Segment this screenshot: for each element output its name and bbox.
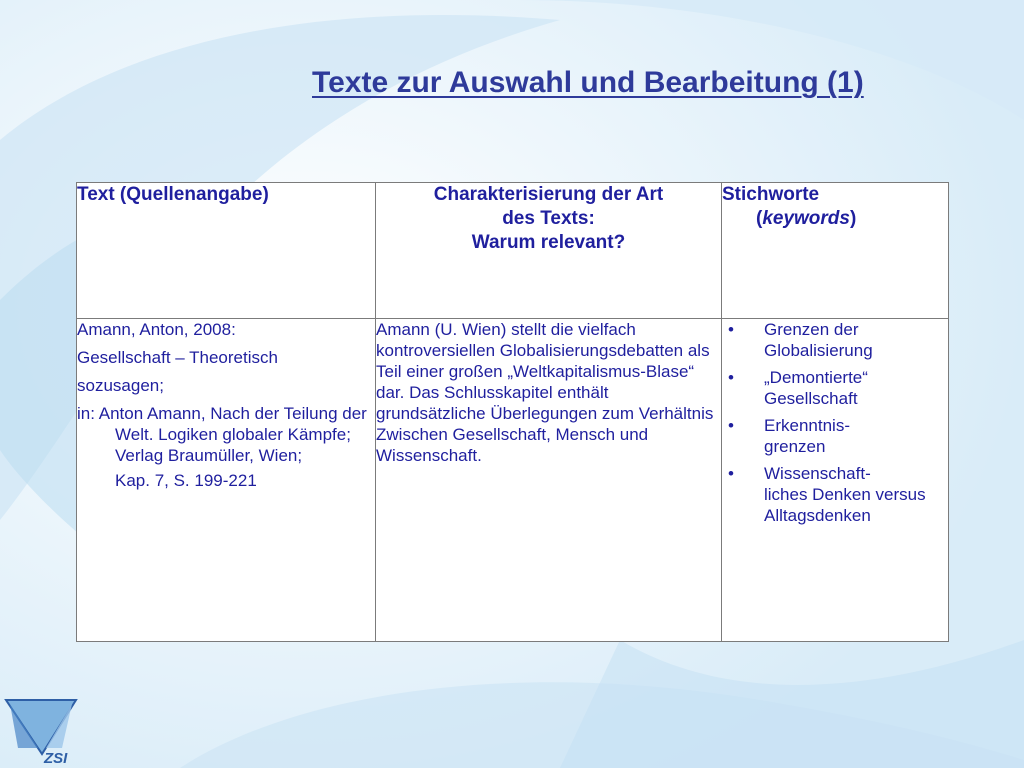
header-characterization-line3: Warum relevant? bbox=[471, 232, 626, 253]
source-chapter: Kap. 7, S. 199-221 bbox=[115, 471, 257, 490]
keyword-text: Grenzen der bbox=[764, 320, 859, 339]
keyword-text-cont: Globalisierung bbox=[764, 341, 873, 360]
header-keywords-line1: Stichworte bbox=[722, 184, 820, 205]
source-title: Gesellschaft – Theoretisch bbox=[77, 348, 278, 367]
header-keywords-line2 bbox=[722, 207, 948, 231]
header-source-label: Text (Quellenangabe) bbox=[77, 184, 269, 205]
bullet-icon: • bbox=[728, 368, 734, 387]
source-book: in: Anton Amann, Nach der Teilung der Welt. Logiken globaler Kämpfe; Verlag Braumüller, Wien; bbox=[77, 404, 367, 465]
keyword-text-cont: grenzen bbox=[764, 437, 826, 456]
bullet-icon: • bbox=[728, 464, 734, 483]
keyword-text: Wissenschaft- bbox=[764, 464, 871, 483]
source-cell bbox=[77, 319, 376, 642]
keywords-list bbox=[722, 319, 948, 526]
keywords-cell bbox=[722, 319, 949, 642]
keyword-text: Erkenntnis- bbox=[764, 416, 850, 435]
keyword-text: „Demontierte“ bbox=[764, 368, 868, 387]
header-source bbox=[77, 183, 376, 319]
header-keywords-italic: keywords bbox=[762, 208, 850, 229]
sources-table bbox=[76, 182, 949, 642]
table-row bbox=[77, 319, 949, 642]
keyword-item bbox=[722, 319, 948, 361]
header-keywords-open: ( bbox=[756, 208, 763, 229]
header-characterization bbox=[376, 183, 722, 319]
keyword-item bbox=[722, 415, 948, 457]
keyword-text-cont: Gesellschaft bbox=[764, 389, 858, 408]
header-characterization-line2: des Texts: bbox=[502, 208, 595, 229]
slide-title: Texte zur Auswahl und Bearbeitung (1) bbox=[312, 66, 864, 99]
characterization-text: Amann (U. Wien) stellt die vielfach kontroversiellen Globalisierungsdebatten als Teil einer großen „Weltkapitalismus-Blase“ dar. Das Schlusskapitel enthält grundsätzliche Überlegungen zum Verhältnis Zwischen Gesellschaft, Mensch und Wissenschaft. bbox=[376, 320, 714, 465]
header-keywords-close: ) bbox=[849, 208, 857, 229]
table-header-row bbox=[77, 183, 949, 319]
logo-text: ZSI bbox=[44, 750, 68, 767]
characterization-cell bbox=[376, 319, 722, 642]
header-characterization-line1: Charakterisierung der Art bbox=[433, 184, 664, 205]
source-author: Amann, Anton, 2008: bbox=[77, 320, 236, 339]
zsi-logo-icon bbox=[2, 690, 80, 768]
bullet-icon: • bbox=[728, 416, 734, 435]
keyword-item bbox=[722, 463, 948, 526]
bullet-icon: • bbox=[728, 320, 734, 339]
source-title-cont: sozusagen; bbox=[77, 376, 164, 395]
keyword-text-cont: liches Denken versus Alltagsdenken bbox=[764, 485, 926, 525]
keyword-item bbox=[722, 367, 948, 409]
header-keywords bbox=[722, 183, 949, 319]
